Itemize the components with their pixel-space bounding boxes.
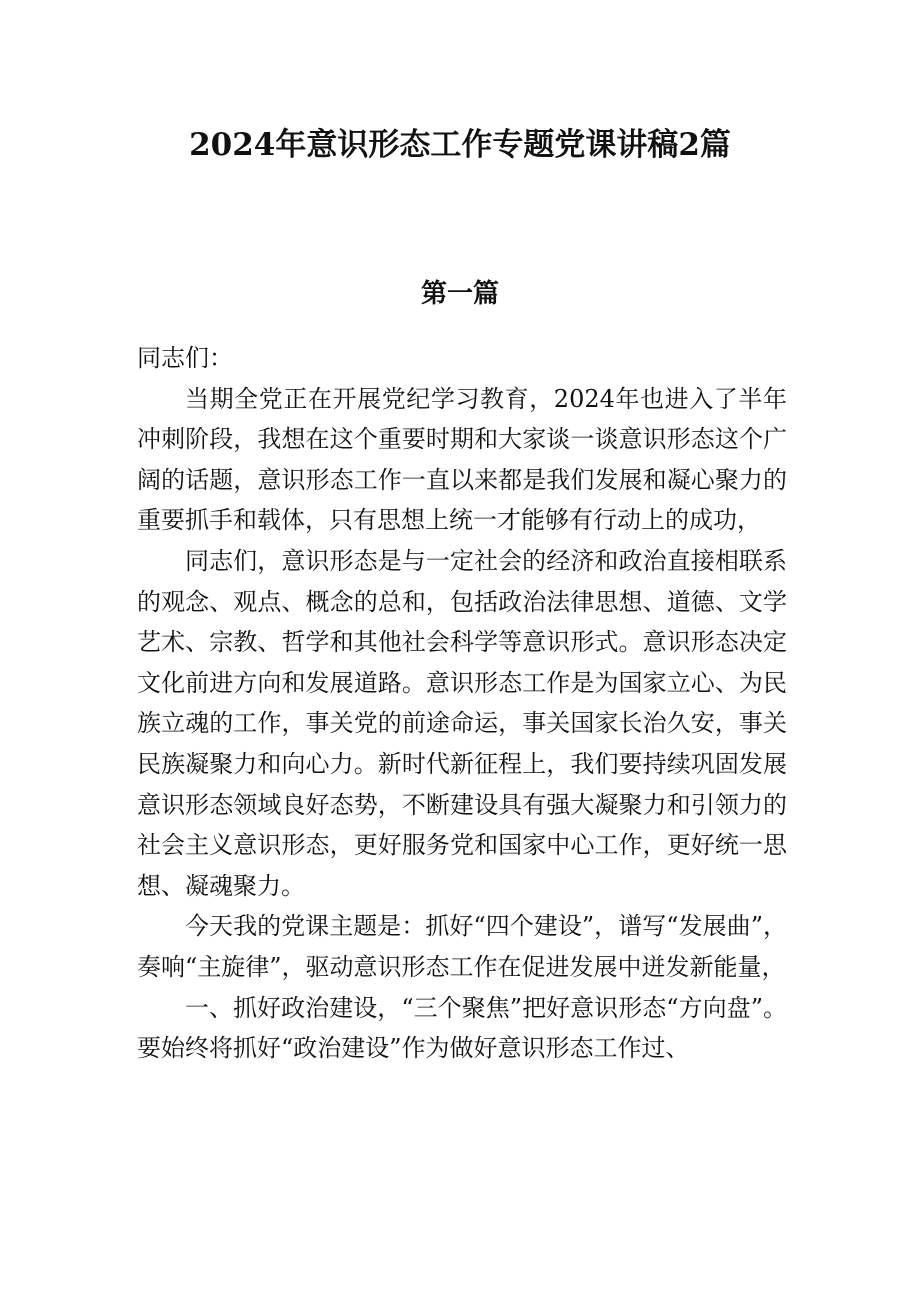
document-body — [137, 338, 787, 1069]
paragraph-2: 同志们，意识形态是与一定社会的经济和政治直接相联系的观念、观点、概念的总和，包括政治法律思想、道德、文学艺术、宗教、哲学和其他社会科学等意识形式。意识形态决定文化前进方向和发展道路。意识形态工作是为国家立心、为民族立魂的工作，事关党的前途命运，事关国家长治久安，事关民族凝聚力和向心力。新时代新征程上，我们要持续巩固发展意识形态领域良好态势，不断建设具有强大凝聚力和引领力的社会主义意识形态，更好服务党和国家中心工作，更好统一思想、凝魂聚力。 — [137, 546, 787, 900]
salutation: 同志们： — [137, 344, 233, 372]
paragraph-3: 今天我的党课主题是：抓好“四个建设”，谱写“发展曲”，奏响“主旋律”，驱动意识形态工作在促进发展中迸发新能量， — [137, 912, 787, 981]
section-title: 第一篇 — [420, 279, 499, 309]
paragraph-4: 一、抓好政治建设，“三个聚焦”把好意识形态“方向盘”。要始终将抓好“政治建设”作为做好意识形态工作过、 — [137, 993, 787, 1063]
document-title: 2024年意识形态工作专题党课讲稿2篇 — [189, 127, 731, 163]
paragraph-1: 当期全党正在开展党纪学习教育，2024年也进入了半年冲刺阶段，我想在这个重要时期和大家谈一谈意识形态这个广阔的话题，意识形态工作一直以来都是我们发展和凝心聚力的重要抓手和载体，只有思想上统一才能够有行动上的成功， — [137, 384, 787, 535]
